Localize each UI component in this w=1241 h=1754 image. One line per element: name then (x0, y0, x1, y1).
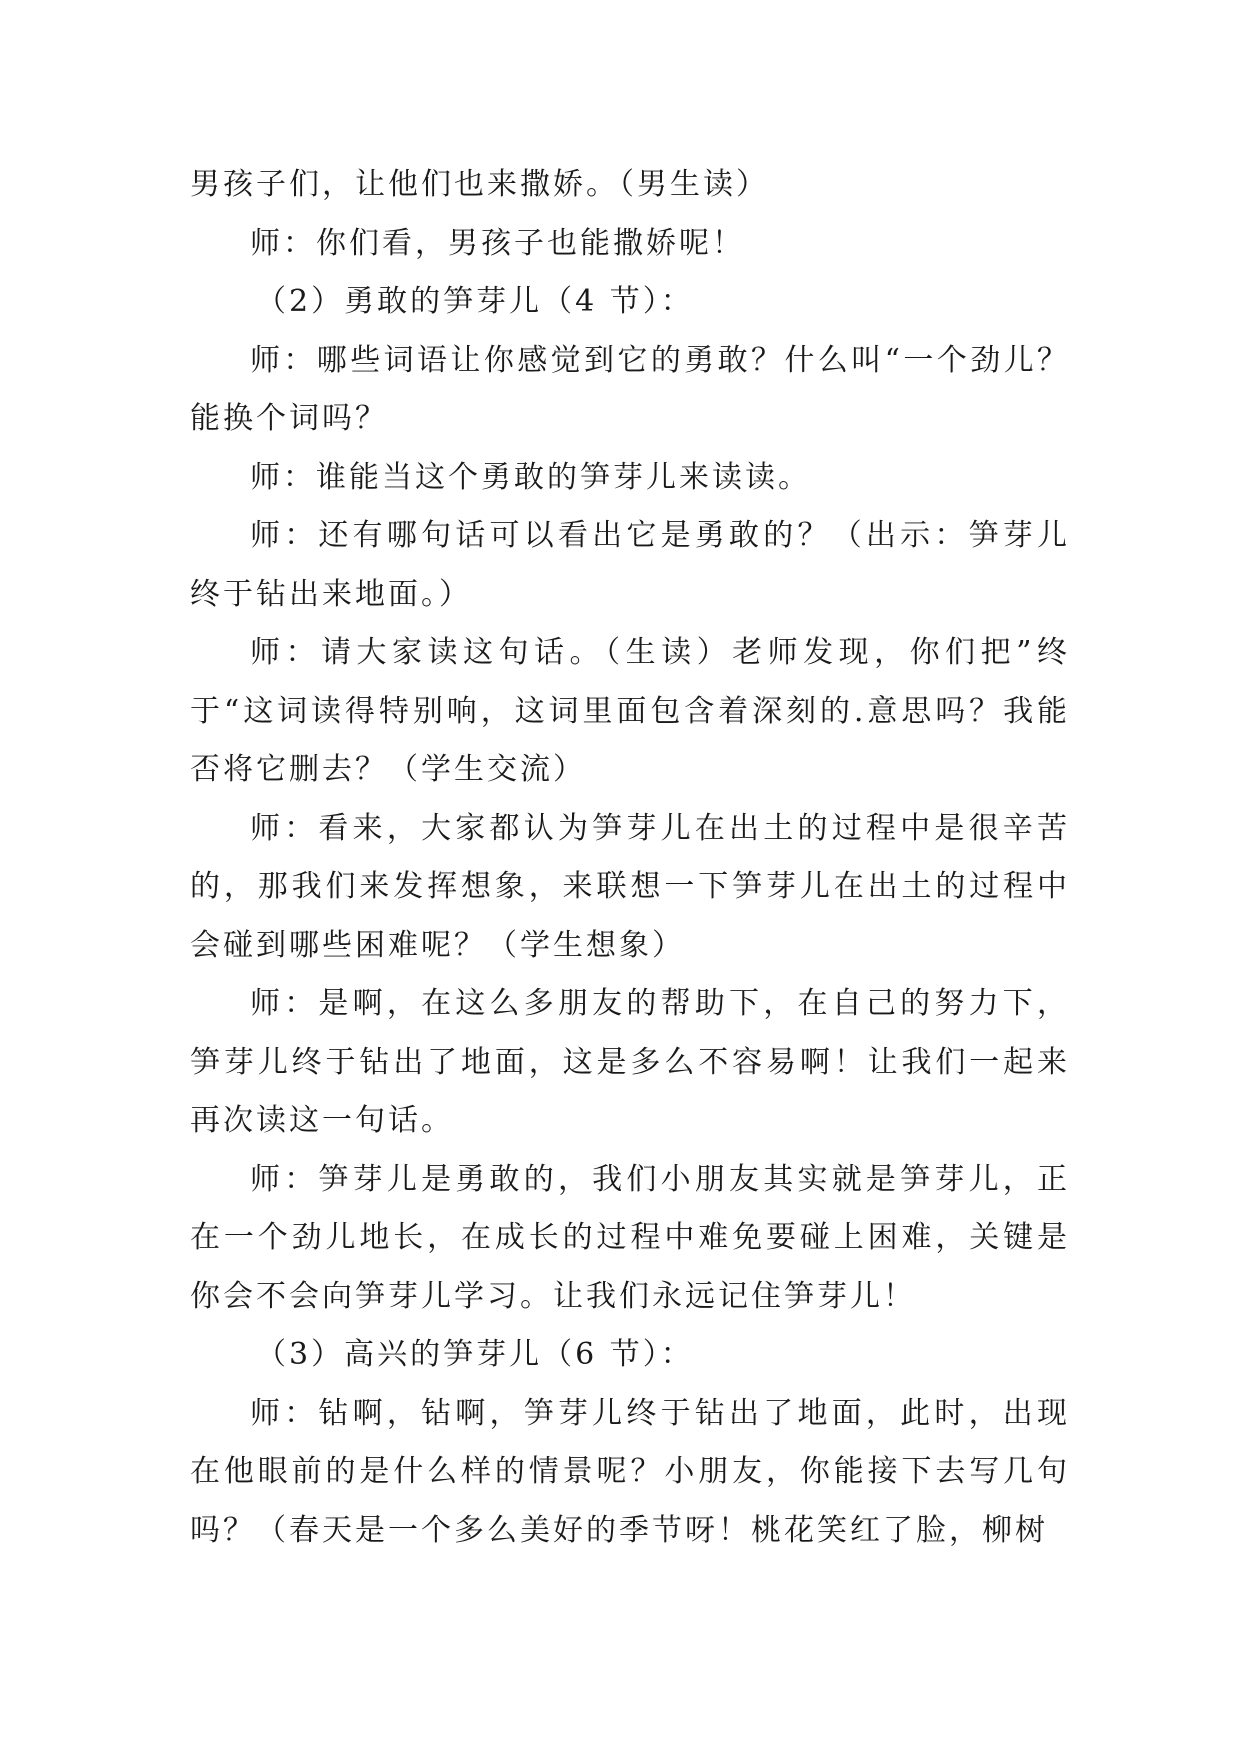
paragraph: 男孩子们，让他们也来撒娇。（男生读） (190, 167, 769, 202)
paragraph: 师：还有哪句话可以看出它是勇敢的？（出示：笋芽儿终于钻出来地面。） (190, 518, 1070, 612)
paragraph: 师：钻啊，钻啊，笋芽儿终于钻出了地面，此时，出现在他眼前的是什么样的情景呢？小朋友，你能接下去写几句吗？（春天是一个多么美好的季节呀！桃花笑红了脸，柳树 (190, 1395, 1070, 1548)
section-heading: （2）勇敢的笋芽儿（4 节）： (256, 284, 694, 319)
paragraph: 师：看来，大家都认为笋芽儿在出土的过程中是很辛苦的，那我们来发挥想象，来联想一下笋芽儿在出土的过程中会碰到哪些困难呢？（学生想象） (190, 810, 1070, 963)
paragraph: 师：请大家读这句话。（生读）老师发现，你们把”终于“这词读得特别响，这词里面包含着深刻的.意思吗？我能否将它删去？（学生交流） (190, 635, 1070, 787)
paragraph: 师：谁能当这个勇敢的笋芽儿来读读。 (250, 459, 811, 495)
document-body (190, 156, 1070, 1560)
paragraph: 师：笋芽儿是勇敢的，我们小朋友其实就是笋芽儿，正在一个劲儿地长，在成长的过程中难免要碰上困难，关键是你会不会向笋芽儿学习。让我们永远记住笋芽儿！ (190, 1161, 1070, 1314)
paragraph: 师：哪些词语让你感觉到它的勇敢？什么叫“一个劲儿？能换个词吗？ (190, 342, 1070, 436)
paragraph: 师：是啊，在这么多朋友的帮助下，在自己的努力下，笋芽儿终于钻出了地面，这是多么不容易啊！让我们一起来再次读这一句话。 (190, 986, 1070, 1138)
section-heading: （3）高兴的笋芽儿（6 节）： (256, 1337, 694, 1372)
paragraph: 师：你们看，男孩子也能撒娇呢！ (250, 225, 745, 261)
